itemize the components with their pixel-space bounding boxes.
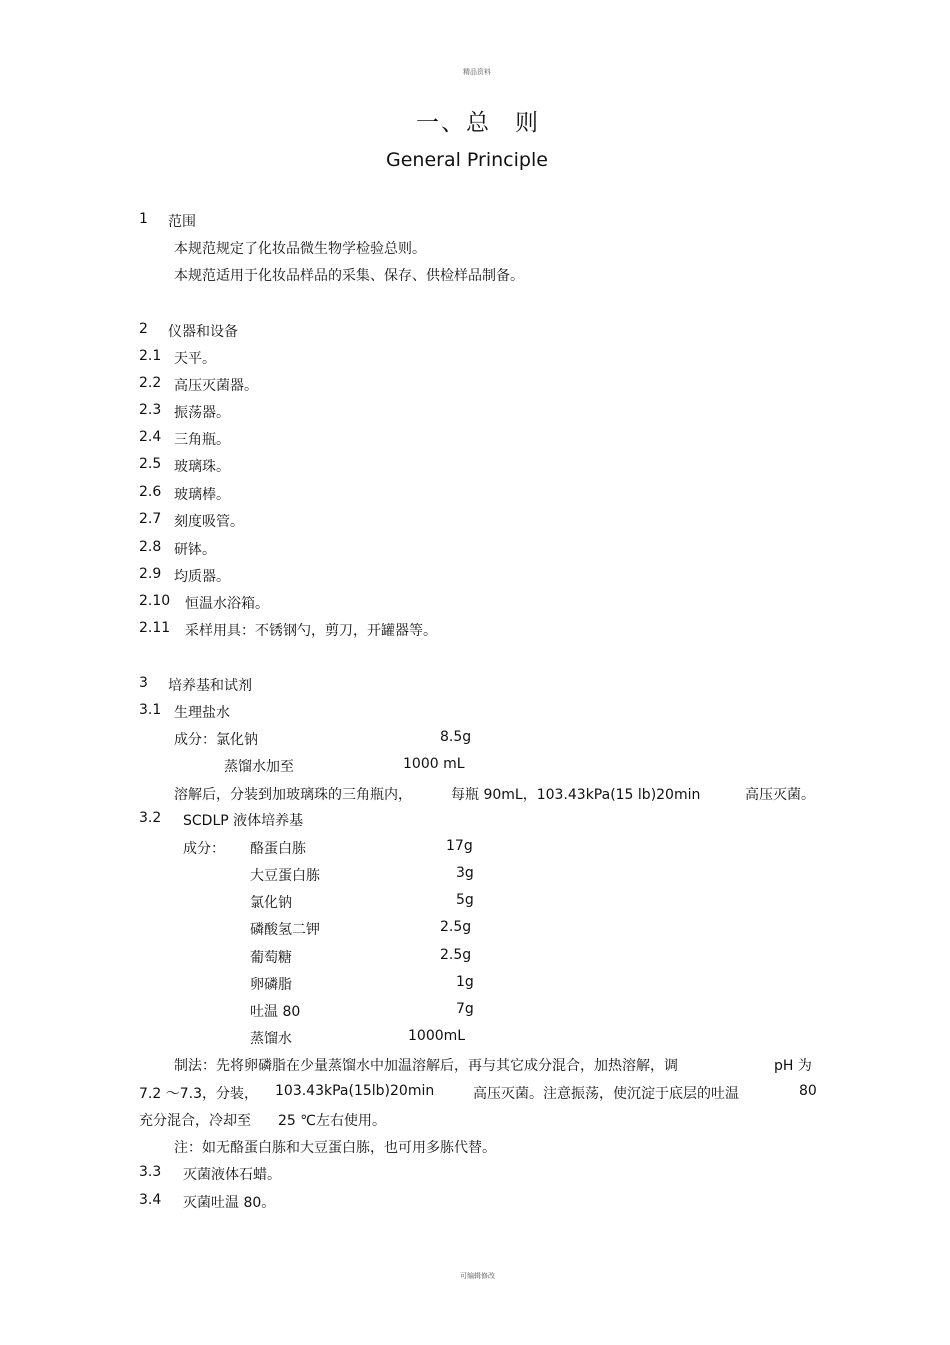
item-number: 2.9 (139, 566, 162, 582)
ingredient-amount: 8.5g (440, 729, 472, 745)
ingredient-amount: 1000 mL (403, 756, 465, 772)
method-text: 高压灭菌。注意振荡，使沉淀于底层的吐温 (473, 1086, 739, 1102)
ingredient-name: 磷酸氢二钾 (250, 922, 320, 938)
method-text: 制法：先将卵磷脂在少量蒸馏水中加温溶解后，再与其它成分混合，加热溶解，调 (174, 1058, 678, 1074)
ingredient-label: 蒸馏水加至 (224, 759, 294, 775)
item-number: 2.11 (139, 620, 171, 636)
page-header: 精品资料 (463, 68, 491, 76)
ingredient-name: 葡萄糖 (250, 950, 292, 966)
section-3-title: 培养基和试剂 (168, 678, 252, 694)
section-2-title: 仪器和设备 (168, 324, 238, 340)
ingredient-amount: 1g (456, 974, 474, 990)
subsection-title: 生理盐水 (174, 705, 230, 721)
section-1-title: 范围 (168, 214, 196, 230)
ingredient-amount: 17g (446, 838, 473, 854)
section-1-number: 1 (139, 211, 148, 227)
page-footer: 可编辑修改 (460, 1272, 495, 1280)
item-text: 玻璃棒。 (174, 487, 230, 503)
ingredient-amount: 3g (456, 865, 474, 881)
ingredient-label: 成分： (183, 841, 225, 857)
item-number: 2.1 (139, 348, 162, 364)
item-number: 2.3 (139, 402, 162, 418)
section-1-paragraph: 本规范规定了化妆品微生物学检验总则。 (174, 241, 426, 257)
subsection-number: 3.4 (139, 1192, 162, 1208)
item-text: 刻度吸管。 (174, 514, 244, 530)
method-text: 7.2 ～7.3，分装， (139, 1086, 258, 1102)
item-number: 2.8 (139, 539, 162, 555)
ingredient-name: 氯化钠 (250, 895, 292, 911)
preparation-text: 高压灭菌。 (745, 787, 815, 803)
item-text: 振荡器。 (174, 405, 230, 421)
ingredient-name: 蒸馏水 (250, 1031, 292, 1047)
ingredient-amount: 5g (456, 892, 474, 908)
item-number: 2.6 (139, 484, 162, 500)
method-text: pH 为 (774, 1058, 812, 1074)
item-text: 研钵。 (174, 542, 216, 558)
subsection-number: 3.2 (139, 810, 162, 826)
page-title-en: General Principle (386, 149, 548, 171)
page-title-cn-part1: 一、总 (416, 110, 491, 136)
item-text: 恒温水浴箱。 (185, 596, 269, 612)
ingredient-name: 大豆蛋白胨 (250, 868, 320, 884)
method-text: 103.43kPa(15lb)20min (275, 1083, 435, 1099)
item-text: 三角瓶。 (174, 432, 230, 448)
section-3-number: 3 (139, 675, 148, 691)
subsection-number: 3.3 (139, 1164, 162, 1180)
subsection-title: 灭菌液体石蜡。 (183, 1167, 281, 1183)
item-text: 采样用具：不锈钢勺，剪刀，开罐器等。 (185, 623, 437, 639)
note-text: 注：如无酪蛋白胨和大豆蛋白胨，也可用多胨代替。 (174, 1140, 496, 1156)
item-number: 2.7 (139, 511, 162, 527)
ingredient-amount: 2.5g (440, 919, 472, 935)
preparation-text: 溶解后，分装到加玻璃珠的三角瓶内， (174, 787, 412, 803)
item-text: 玻璃珠。 (174, 459, 230, 475)
ingredient-amount: 1000mL (408, 1028, 466, 1044)
ingredient-amount: 2.5g (440, 947, 472, 963)
subsection-title: 灭菌吐温 80。 (183, 1195, 276, 1211)
ingredient-name: 酪蛋白胨 (250, 841, 306, 857)
ingredient-label: 成分：氯化钠 (174, 732, 258, 748)
section-1-paragraph: 本规范适用于化妆品样品的采集、保存、供检样品制备。 (174, 268, 524, 284)
item-text: 均质器。 (174, 569, 230, 585)
subsection-title: SCDLP 液体培养基 (183, 813, 304, 829)
ingredient-name: 卵磷脂 (250, 977, 292, 993)
item-number: 2.5 (139, 456, 162, 472)
preparation-text: 每瓶 90mL，103.43kPa(15 lb)20min (451, 787, 701, 803)
section-2-number: 2 (139, 321, 148, 337)
ingredient-name: 吐温 80 (250, 1004, 301, 1020)
method-text: 充分混合，冷却至 (139, 1113, 251, 1129)
subsection-number: 3.1 (139, 702, 162, 718)
item-number: 2.10 (139, 593, 171, 609)
method-text: 80 (799, 1083, 817, 1099)
item-text: 天平。 (174, 351, 216, 367)
item-number: 2.2 (139, 375, 162, 391)
method-text: 25 ℃左右使用。 (278, 1113, 386, 1129)
page-title-cn-part2: 则 (515, 110, 540, 136)
ingredient-amount: 7g (456, 1001, 474, 1017)
item-text: 高压灭菌器。 (174, 378, 258, 394)
item-number: 2.4 (139, 429, 162, 445)
